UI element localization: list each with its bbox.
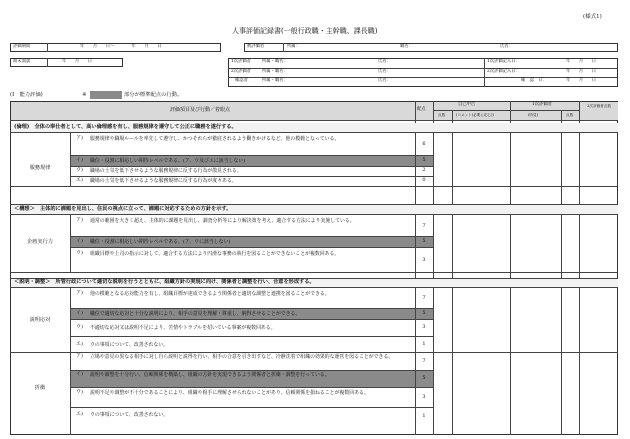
header-second: 2次評価者点数 <box>587 104 611 108</box>
item-label-planning: 企画実行力 <box>27 239 53 245</box>
evaluator-2-name[interactable]: 氏名： <box>378 68 391 74</box>
header-first-opinion: (所見) <box>528 113 538 117</box>
criterion-points: 3 <box>422 324 426 330</box>
criterion-points: 7 <box>422 295 426 301</box>
self-score-cell-ethics[interactable] <box>434 133 451 185</box>
criterion-mark: ウ) <box>76 167 83 173</box>
interview-value[interactable]: 年 月 日 <box>62 59 93 64</box>
first-opinion-cell-planning[interactable] <box>511 215 560 271</box>
criterion-points: 3 <box>422 257 426 263</box>
criterion-points: 5 <box>422 375 426 381</box>
evaluator-1-date-label: 1次評価記入日： <box>487 59 520 64</box>
criterion-points: 7 <box>422 223 426 229</box>
criterion-points: 0 <box>422 177 426 183</box>
confirmer-date-label: 確 認 日： <box>521 78 547 83</box>
item-label-explanation: 説明応対 <box>29 317 51 323</box>
criterion-text: 説明や調整を十分行い、信頼関係を構築し、組織の方針を実現できるよう関係者と折衝・調整を行っている。 <box>90 372 330 378</box>
first-score-cell-negotiation[interactable] <box>562 353 578 434</box>
evaluator-1-affiliation[interactable]: 所属・職名： <box>262 59 288 64</box>
interview-label: 期末面談 <box>13 59 31 64</box>
criterion-points: 6 <box>422 141 426 147</box>
table-header <box>11 102 618 121</box>
criterion-points: 5 <box>422 310 426 316</box>
criterion-points: 5 <box>422 157 426 163</box>
header-first-score: 点数 <box>566 113 574 117</box>
item-label-service-discipline: 服務規律 <box>29 165 51 171</box>
criterion-text: 他の模範となる応対能力を有し、組織目標が達成できるよう関係者と適切な調整と連携を図ることができる。 <box>90 291 330 297</box>
criterion-mark: ア) <box>76 217 83 223</box>
criterion-text: 立場や意見の異なる相手に対し自ら説明と説得を行い、相手の合意を引き出すなど、冷静沈着で組織の効果的な運営を図ることができる。 <box>90 354 394 360</box>
second-score-cell-negotiation[interactable] <box>580 353 617 434</box>
criterion-points: 1 <box>422 413 426 419</box>
criterion-mark: ア) <box>76 290 83 296</box>
first-opinion-cell-explanation[interactable] <box>511 288 560 351</box>
header-points: 配点 <box>417 107 426 112</box>
item-label-negotiation: 折衝 <box>34 385 46 391</box>
criterion-text: ウの事項について、改善されない。 <box>90 412 169 418</box>
evaluator-1-date[interactable]: 年 月 日 <box>566 59 597 64</box>
first-opinion-cell-ethics[interactable] <box>511 133 560 185</box>
criterion-mark: イ) <box>76 238 83 244</box>
criterion-text: 組織目標や上司の指示に対して、適合する方法により円滑な事務の執行を図ることができないことが複数回ある。 <box>90 251 340 257</box>
evaluatee-post[interactable]: 職名： <box>400 44 413 49</box>
header-item: 評価項目及び行動／着眼点 <box>170 107 231 113</box>
criterion-points: 1 <box>422 341 426 347</box>
criterion-text: 職位・役割に相応しい期待レベルである。(ア、ウ及びエに該当しない) <box>90 158 246 164</box>
evaluator-2-affiliation[interactable]: 所属・職名： <box>262 68 288 74</box>
note-text: 部分が標準配点の行動。 <box>124 92 183 98</box>
form-number: (様式1) <box>583 14 602 20</box>
evaluator-2-date-label: 2次評価記入日： <box>487 68 520 74</box>
section-label: (Ⅰ 能力評価) <box>10 92 43 98</box>
first-score-cell-ethics[interactable] <box>562 133 578 185</box>
criterion-text: 不適切な応対又は説明不足により、苦情やトラブルを招いている事案が複数回ある。 <box>90 325 276 331</box>
criterion-text: ウの事項について、改善されない。 <box>90 342 169 348</box>
header-first: 1次評価者 <box>532 102 552 107</box>
header-self-score: 点数 <box>438 113 446 117</box>
self-score-cell-explanation[interactable] <box>434 288 451 351</box>
evaluatee-label: 被評価者 <box>247 44 265 49</box>
criterion-text: 通常の範囲を大きく超え、主体的に課題を見出し、調査分析等により解決策を考え、適合する方法により実施している。 <box>90 218 355 224</box>
criterion-text: 職場の士気を低下させるような服務規律に反する行為が散見される。 <box>90 168 242 174</box>
self-score-cell-planning[interactable] <box>434 215 451 271</box>
first-score-cell-explanation[interactable] <box>562 288 578 351</box>
period-label: 評価期間 <box>13 44 31 49</box>
evaluatee-name[interactable]: 氏名： <box>500 44 513 49</box>
criterion-points: 2 <box>422 167 426 173</box>
criterion-text: 説明不足や調整が不十分であることにより、組織や相手に理解させられないことがあり、信頼関係を損ねることが複数回ある。 <box>90 390 369 396</box>
evaluator-1-name[interactable]: 氏名： <box>378 59 391 64</box>
second-score-cell-explanation[interactable] <box>580 288 617 351</box>
standard-shade-legend <box>90 91 122 99</box>
page-title: 人事評価記録書(一般行政職・主幹職、課長職) <box>232 27 378 35</box>
evaluator-2-date[interactable]: 年 月 日 <box>566 68 597 74</box>
criterion-mark: ウ) <box>76 324 83 330</box>
self-comment-cell-negotiation[interactable] <box>453 353 509 434</box>
criterion-mark: イ) <box>76 371 83 377</box>
self-score-cell-negotiation[interactable] <box>434 353 451 434</box>
evaluatee-affiliation[interactable]: 所属： <box>287 44 300 49</box>
first-score-cell-planning[interactable] <box>562 215 578 271</box>
criterion-mark: イ) <box>76 157 83 163</box>
criterion-text: 職位で適切な応対と十分な説明により、相手の意見を理解・尊重し、納得させることができる。 <box>90 311 301 317</box>
second-score-cell-ethics[interactable] <box>580 133 617 185</box>
criterion-points: 7 <box>422 358 426 364</box>
criterion-text: 服務規律や職場ルールを率先して遵守し、かつそれらが徹底されるよう働きかけるなど、他の模範となっている。 <box>90 136 340 142</box>
evaluator-2-role: 2次評価者 <box>231 68 251 74</box>
criterion-mark: エ) <box>76 341 83 347</box>
criterion-mark: イ) <box>76 310 83 316</box>
evaluator-1-role: 1次評価者 <box>231 59 251 64</box>
confirmer-affiliation[interactable]: 所属・職名： <box>262 78 288 83</box>
criterion-points: 5 <box>422 238 426 244</box>
self-comment-cell-explanation[interactable] <box>453 288 509 351</box>
criterion-mark: ア) <box>76 135 83 141</box>
first-opinion-cell-negotiation[interactable] <box>511 353 560 434</box>
self-comment-cell-planning[interactable] <box>453 215 509 271</box>
period-value[interactable]: 年 月 日～ 年 月 日 <box>80 44 162 49</box>
criterion-mark: ウ) <box>76 389 83 395</box>
section-title-ethics: (倫理) 全体の奉仕者として、高い倫理感を有し、服務規律を遵守して公正に職務を遂行する。 <box>14 124 237 130</box>
section-title-concept: ＜構想＞ 主体的に課題を見出し、住民の視点に立って、課題に対応するための方針を示す。 <box>14 206 232 212</box>
criterion-mark: ウ) <box>76 250 83 256</box>
criterion-text: 職場の士気を低下させるような服務規律に反する行為が度々ある。 <box>90 178 237 184</box>
criterion-points: 3 <box>422 394 426 400</box>
second-score-cell-planning[interactable] <box>580 215 617 271</box>
criterion-mark: エ) <box>76 177 83 183</box>
confirmer-date[interactable]: 年 月 日 <box>566 78 597 83</box>
evaluatee-box <box>244 43 618 52</box>
confirmer-name[interactable]: 氏名： <box>378 78 391 83</box>
header-self-comment: (コメント(必要に応じ)) <box>456 113 494 117</box>
criterion-mark: エ) <box>76 411 83 417</box>
criterion-mark: ア) <box>76 353 83 359</box>
section-title-explanation: ＜説明・調整＞ 所管行政について適切な説明を行うとともに、組織方針の実現に向け、関係者と調整を行い、合意を形成する。 <box>14 279 315 285</box>
criterion-text: 職位・役割に相応しい期待レベルである。(ア、ウに該当しない) <box>90 239 231 245</box>
note-mark: ※ <box>82 92 87 98</box>
header-self: 自己申告 <box>458 102 476 107</box>
confirmer-role: 確認者 <box>235 78 248 83</box>
self-comment-cell-ethics[interactable] <box>453 133 509 185</box>
